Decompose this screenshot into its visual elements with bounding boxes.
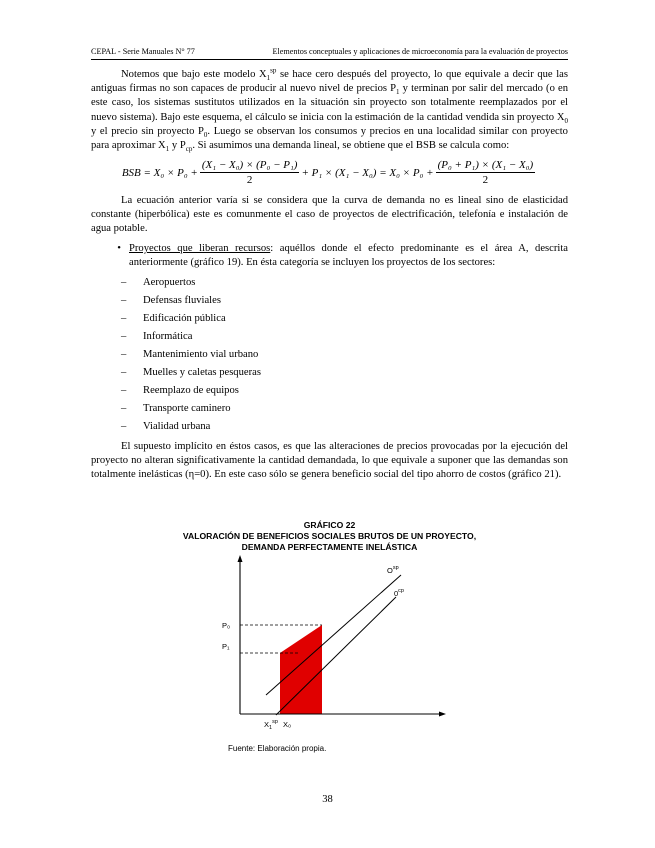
page-body <box>91 68 568 482</box>
sector-list <box>91 274 568 436</box>
figure-label: GRÁFICO 22 <box>303 520 356 530</box>
x-axis-arrow <box>439 712 446 717</box>
curve-label-sp: $O^{sp}$ <box>387 565 399 575</box>
supply-chart <box>218 553 450 733</box>
paragraph-3: El supuesto implícito en éstos casos, es que las alteraciones de precios provocadas por la ejecución del proyecto no alteran significativamente la cantidad demandada, lo que equivale a suponer que las demandas son totalmente inelásticas (η=0). En este caso sólo se genera beneficio social del tipo ahorro de costos (gráfico 21). <box>91 440 568 481</box>
list-item: – Mantenimiento vial urbano <box>121 348 259 360</box>
figure-title <box>91 520 568 553</box>
paragraph-1: Notemos que bajo este modelo $X_1^{sp}$ se hace cero después del proyecto, lo que equivale a decir que las antiguas firmas no son capaces de producir al nuevo nivel de precios $P_1$ y terminan por salir del mercado (o en este caso, los sistemas sustitutos utilizados en la situación sin proyecto son totalmente reemplazados por el nuevo sistema). Bajo este esquema, el cálculo se inicia con la estimación de la cantidad vendida sin proyecto $X_0$ y el precio sin proyecto $P_0$. Luego se observan los consumos y precios en una localidad similar con proyecto para aproximar $X_1$ y $P_{cp}$. Si asumimos una demanda lineal, se obtiene que el BSB se calcula como: <box>91 66 568 154</box>
list-item: – Defensas fluviales <box>121 294 221 306</box>
supply-curve-sp <box>266 575 401 695</box>
paragraph-2: La ecuación anterior varía si se considera que la curva de demanda no es lineal sino de elasticidad constante (hiperbólica) este es comunmente el caso de proyectos de electrificación, telefonía e instalación de agua potable. <box>91 194 568 235</box>
header-left: CEPAL - Serie Manuales N° 77 <box>91 47 195 56</box>
figure-source: Fuente: Elaboración propia. <box>228 744 327 753</box>
formula-fraction-2: $\frac{\text{(P₀ + P₁) × (X₁ − X₀)}}{2}$ <box>437 159 534 187</box>
bullet-item <box>91 242 568 270</box>
list-item: – Aeropuertos <box>121 276 196 288</box>
tick-label-p1: P₁ <box>222 642 230 651</box>
list-item: – Edificación pública <box>121 312 226 324</box>
list-item: – Transporte caminero <box>121 402 231 414</box>
bullet-mark: • <box>117 243 121 255</box>
bsb-formula <box>91 158 568 187</box>
formula-middle: + P₁ × (X₁ − X₀) = X₀ × P₀ + <box>301 166 434 179</box>
tick-label-x0: X₀ <box>283 720 292 729</box>
tick-label-x1: $X_1^{sp}$ <box>264 719 278 731</box>
figure-title-line-2: DEMANDA PERFECTAMENTE INELÁSTICA <box>241 542 418 552</box>
bullet-text: Proyectos que liberan recursos: aquéllos donde el efecto predominante es el área A, descrita anteriormente (gráfico 19). En ésta categoría se incluyen los proyectos de los sectores: <box>129 243 568 269</box>
formula-fraction-1: $\frac{\text{(X₁ − X₀) × (P₀ − P₁)}}{2}$ <box>201 159 298 187</box>
list-item: – Muelles y caletas pesqueras <box>121 366 261 378</box>
y-axis-arrow <box>238 555 243 562</box>
header-rule <box>91 59 568 60</box>
running-header <box>91 47 568 56</box>
formula-lhs: BSB = X₀ × P₀ + <box>121 166 198 179</box>
list-item: – Informática <box>121 330 193 342</box>
header-right: Elementos conceptuales y aplicaciones de microeconomía para la evaluación de proyectos <box>272 47 568 56</box>
tick-label-p0: P₀ <box>222 621 231 630</box>
benefit-area <box>280 625 322 714</box>
page-number: 38 <box>322 794 333 805</box>
figure-title-line-1: VALORACIÓN DE BENEFICIOS SOCIALES BRUTOS DE UN PROYECTO, <box>182 531 477 541</box>
list-item: – Reemplazo de equipos <box>121 384 239 396</box>
list-item: – Vialidad urbana <box>121 420 211 432</box>
curve-label-cp: $0^{cp}$ <box>394 588 404 598</box>
